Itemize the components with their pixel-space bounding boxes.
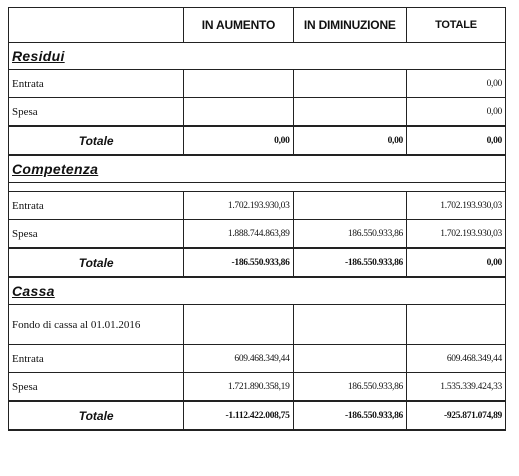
cell-in-aumento bbox=[184, 305, 293, 345]
row-label: Spesa bbox=[9, 373, 184, 402]
total-label: Totale bbox=[9, 248, 184, 277]
row-label: Entrata bbox=[9, 192, 184, 220]
total-in-aumento: -186.550.933,86 bbox=[184, 248, 293, 277]
header-in-diminuzione: IN DIMINUZIONE bbox=[293, 8, 406, 43]
cell-totale: 1.702.193.930,03 bbox=[407, 192, 506, 220]
cell-in-diminuzione bbox=[293, 70, 406, 98]
cell-in-diminuzione: 186.550.933,86 bbox=[293, 220, 406, 249]
header-empty-cell bbox=[9, 8, 184, 43]
table-row bbox=[9, 373, 506, 402]
cell-in-diminuzione bbox=[293, 305, 406, 345]
total-in-aumento: 0,00 bbox=[184, 126, 293, 155]
table-row bbox=[9, 345, 506, 373]
cell-in-aumento: 609.468.349,44 bbox=[184, 345, 293, 373]
cell-in-diminuzione: 186.550.933,86 bbox=[293, 373, 406, 402]
budget-variation-table bbox=[8, 7, 506, 431]
cell-in-aumento: 1.702.193.930,03 bbox=[184, 192, 293, 220]
section-header-cassa bbox=[9, 277, 506, 305]
header-row bbox=[9, 8, 506, 43]
table-row bbox=[9, 70, 506, 98]
cell-totale: 1.702.193.930,03 bbox=[407, 220, 506, 249]
row-label: Fondo di cassa al 01.01.2016 bbox=[9, 305, 184, 345]
total-row-cassa bbox=[9, 401, 506, 430]
section-header-competenza bbox=[9, 155, 506, 183]
cell-totale: 0,00 bbox=[407, 98, 506, 127]
section-title: Competenza bbox=[12, 161, 99, 177]
row-label: Entrata bbox=[9, 345, 184, 373]
total-in-diminuzione: -186.550.933,86 bbox=[293, 401, 406, 430]
cell-in-aumento: 1.721.890.358,19 bbox=[184, 373, 293, 402]
row-label: Spesa bbox=[9, 98, 184, 127]
total-in-diminuzione: 0,00 bbox=[293, 126, 406, 155]
total-in-aumento: -1.112.422.008,75 bbox=[184, 401, 293, 430]
header-totale: TOTALE bbox=[407, 8, 506, 43]
cell-in-diminuzione bbox=[293, 345, 406, 373]
total-label: Totale bbox=[9, 401, 184, 430]
total-in-diminuzione: -186.550.933,86 bbox=[293, 248, 406, 277]
cell-in-aumento bbox=[184, 98, 293, 127]
table-row bbox=[9, 98, 506, 127]
header-in-aumento: IN AUMENTO bbox=[184, 8, 293, 43]
cell-in-diminuzione bbox=[293, 192, 406, 220]
cell-totale: 0,00 bbox=[407, 70, 506, 98]
total-totale: 0,00 bbox=[407, 126, 506, 155]
section-header-residui bbox=[9, 43, 506, 70]
table-row bbox=[9, 305, 506, 345]
section-title: Cassa bbox=[12, 283, 55, 299]
row-label: Spesa bbox=[9, 220, 184, 249]
total-row-residui bbox=[9, 126, 506, 155]
row-label: Entrata bbox=[9, 70, 184, 98]
total-row-competenza bbox=[9, 248, 506, 277]
cell-totale: 1.535.339.424,33 bbox=[407, 373, 506, 402]
cell-in-aumento bbox=[184, 70, 293, 98]
section-title: Residui bbox=[12, 48, 65, 64]
table-row bbox=[9, 192, 506, 220]
total-totale: 0,00 bbox=[407, 248, 506, 277]
spacer-row bbox=[9, 183, 506, 192]
cell-in-aumento: 1.888.744.863,89 bbox=[184, 220, 293, 249]
cell-totale bbox=[407, 305, 506, 345]
total-label: Totale bbox=[9, 126, 184, 155]
cell-in-diminuzione bbox=[293, 98, 406, 127]
cell-totale: 609.468.349,44 bbox=[407, 345, 506, 373]
total-totale: -925.871.074,89 bbox=[407, 401, 506, 430]
table-row bbox=[9, 220, 506, 249]
